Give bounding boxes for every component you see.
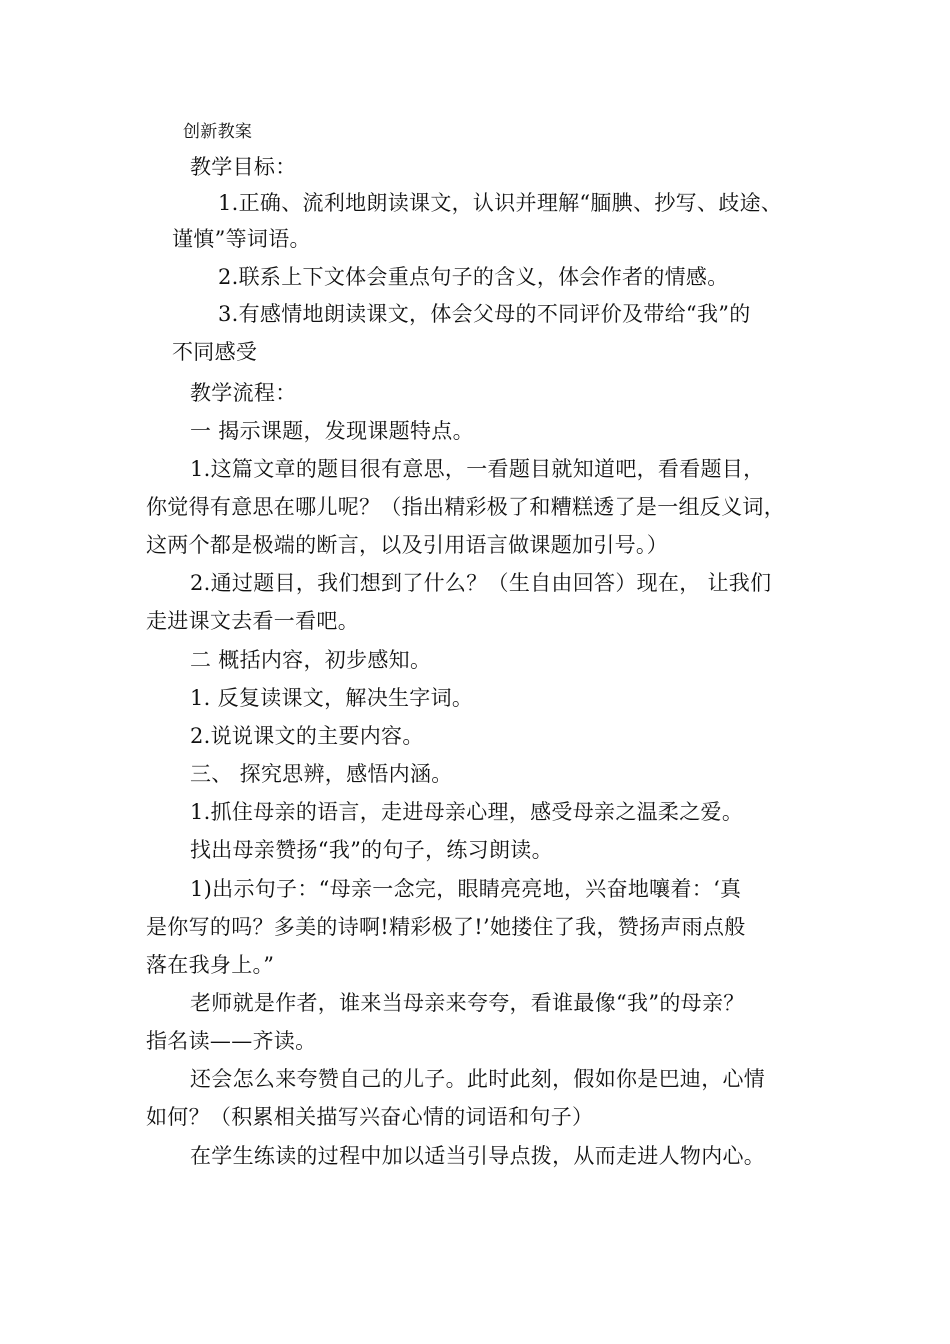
section-3-paragraph-1: 1.抓住母亲的语言，走进母亲心理，感受母亲之温柔之爱。 [190,800,744,824]
section-1-paragraph-1-line-3: 这两个都是极端的断言，以及引用语言做课题加引号。） [146,533,668,557]
section-2-paragraph-1: 1. 反复读课文，解决生字词。 [190,686,474,710]
section-3-paragraph-4-line-2: 指名读——齐读。 [146,1029,317,1053]
section-1-paragraph-1-line-2: 你觉得有意思在哪儿呢？（指出精彩极了和糟糕透了是一组反义词， [146,495,785,519]
objective-2: 2.联系上下文体会重点句子的含义，体会作者的情感。 [218,265,729,289]
objective-1-line-2: 谨慎”等词语。 [172,227,311,251]
section-1-paragraph-2-line-1: 2.通过题目，我们想到了什么？（生自由回答）现在， 让我们 [190,571,772,595]
section-3-paragraph-4-line-1: 老师就是作者，谁来当母亲来夸夸，看谁最像“我”的母亲？ [190,991,745,1015]
objective-1-line-1: 1.正确、流利地朗读课文，认识并理解“腼腆、抄写、歧途、 [218,191,783,215]
section-3-heading: 三、 探究思辨，感悟内涵。 [190,762,453,786]
section-1-paragraph-1-line-1: 1.这篇文章的题目很有意思，一看题目就知道吧，看看题目， [190,457,765,481]
section-3-paragraph-3-line-2: 是你写的吗？多美的诗啊!精彩极了!’她搂住了我，赞扬声雨点般 [146,915,746,939]
document-title: 创新教案 [183,122,253,142]
objectives-heading: 教学目标： [190,155,297,179]
objective-3-line-1: 3.有感情地朗读课文，体会父母的不同评价及带给“我”的 [218,302,751,326]
objective-3-line-2: 不同感受 [172,340,258,364]
section-3-paragraph-5-line-2: 如何？（积累相关描写兴奋心情的词语和句子） [146,1105,594,1129]
section-1-paragraph-2-line-2: 走进课文去看一看吧。 [146,609,359,633]
section-3-paragraph-5-line-1: 还会怎么来夸赞自己的儿子。此时此刻，假如你是巴迪，心情 [190,1067,766,1091]
section-3-paragraph-6: 在学生练读的过程中加以适当引导点拨，从而走进人物内心。 [190,1144,766,1168]
process-heading: 教学流程： [190,381,297,405]
section-1-heading: 一 揭示课题，发现课题特点。 [190,419,474,443]
section-2-heading: 二 概括内容，初步感知。 [190,648,432,672]
section-3-paragraph-2: 找出母亲赞扬“我”的句子，练习朗读。 [190,838,553,862]
section-3-paragraph-3-line-3: 落在我身上。” [146,953,275,977]
section-2-paragraph-2: 2.说说课文的主要内容。 [190,724,424,748]
section-3-paragraph-3-line-1: 1)出示句子：“母亲一念完，眼睛亮亮地，兴奋地嚷着：‘真 [190,877,742,901]
